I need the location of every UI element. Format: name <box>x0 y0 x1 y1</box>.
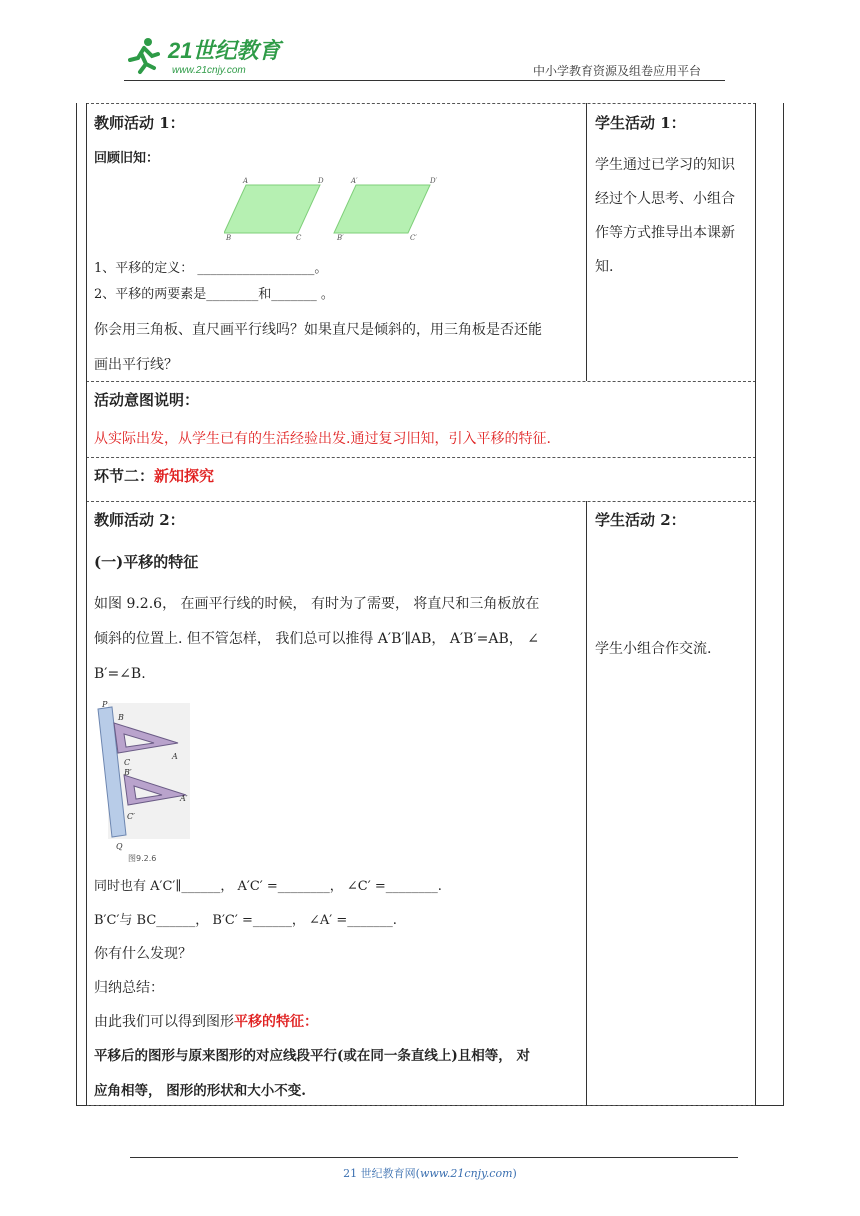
student-activity-1-line-3: 作等方式推导出本课新 <box>595 225 735 241</box>
label-b-prime: B′ <box>124 768 132 777</box>
label-b: B <box>226 234 232 241</box>
label-q: Q <box>116 842 123 851</box>
platform-name: 中小学教育资源及组卷应用平台 <box>533 64 702 78</box>
ruler-triangle-figure <box>94 699 194 863</box>
logo-text: 21世纪教育 <box>168 38 281 63</box>
footer-divider <box>130 1157 738 1158</box>
frame-right-border <box>783 103 784 1106</box>
table-left-border <box>86 103 87 1106</box>
question-translation-definition: 1、平移的定义： __________________。 <box>94 261 328 276</box>
table-top-border <box>86 103 756 104</box>
question-corresponding-1: 同时也有 A′C′∥______， A′C′ =________， ∠C′ =________. <box>94 879 442 894</box>
label-c: C <box>124 758 131 767</box>
feature-intro-text: 由此我们可以得到图形 <box>94 1014 234 1030</box>
section-2-name: 新知探究 <box>154 467 215 485</box>
header-divider <box>124 80 725 81</box>
paragraph-line-2: 倾斜的位置上. 但不管怎样， 我们总可以推得 A′B′∥AB， A′B′=AB， ∠ <box>94 631 539 647</box>
frame-left-border <box>76 103 77 1106</box>
label-c: C <box>296 234 302 241</box>
figure-caption: 图9.2.6 <box>128 854 157 863</box>
column-divider-2 <box>586 501 587 1106</box>
label-d: D <box>318 177 324 185</box>
question-parallel-line-2: 画出平行线？ <box>94 357 178 373</box>
section-2-prefix: 环节二： <box>94 467 155 485</box>
column-divider-1 <box>586 103 587 381</box>
student-activity-2-text: 学生小组合作交流. <box>595 641 712 657</box>
intent-title: 活动意图说明： <box>94 391 200 409</box>
footer <box>0 1165 860 1181</box>
paragraph-line-1: 如图 9.2.6， 在画平行线的时候， 有时为了需要， 将直尺和三角板放在 <box>94 596 540 612</box>
question-discovery: 你有什么发现？ <box>94 946 192 962</box>
row-divider-3 <box>86 501 756 502</box>
conclusion-line-2: 应角相等， 图形的形状和大小不变. <box>94 1083 306 1099</box>
row-divider-1 <box>86 381 756 382</box>
student-activity-1-line-1: 学生通过已学习的知识 <box>595 157 735 173</box>
teacher-activity-2-title: 教师活动 2： <box>94 511 185 529</box>
footer-url[interactable]: www.21cnjy.com <box>419 1167 513 1180</box>
label-c-prime: C′ <box>127 812 135 821</box>
lesson-table <box>86 103 756 1106</box>
runner-icon <box>130 38 158 72</box>
review-label: 回顾旧知： <box>94 151 160 166</box>
label-a-prime: A′ <box>180 794 188 803</box>
label-b-prime: B′ <box>337 234 344 241</box>
label-c-prime: C′ <box>410 234 417 241</box>
summary-label: 归纳总结： <box>94 980 164 996</box>
table-bottom-border <box>86 1105 756 1106</box>
question-parallel-line-1: 你会用三角板、直尺画平行线吗？如果直尺是倾斜的，用三角板是否还能 <box>94 322 542 338</box>
translation-feature-subtitle: (一)平移的特征 <box>94 553 199 571</box>
label-a: A <box>243 177 249 185</box>
logo-url: www.21cnjy.com <box>172 65 246 76</box>
footer-suffix: ) <box>512 1167 517 1180</box>
feature-intro-highlight: 平移的特征： <box>234 1014 318 1030</box>
label-d-prime: D′ <box>430 177 438 185</box>
question-translation-elements: 2、平移的两要素是________和_______ 。 <box>94 287 334 302</box>
footer-prefix: 21 世纪教育网( <box>343 1167 420 1180</box>
teacher-activity-1-title: 教师活动 1： <box>94 114 185 132</box>
parallelogram-figure <box>224 177 444 241</box>
feature-intro <box>94 1013 318 1031</box>
site-logo <box>124 34 294 78</box>
paragraph-line-3: B′=∠B. <box>94 666 146 682</box>
label-a: A <box>172 752 178 761</box>
parallelogram-abcd-prime <box>334 185 430 233</box>
question-corresponding-2: B′C′与 BC______， B′C′ =______， ∠A′ =_______. <box>94 913 397 928</box>
student-activity-1-title: 学生活动 1： <box>595 114 686 132</box>
conclusion-line-1: 平移后的图形与原来图形的对应线段平行(或在同一条直线上)且相等， 对 <box>94 1048 530 1064</box>
label-b: B <box>118 713 124 722</box>
student-activity-2-title: 学生活动 2： <box>595 511 686 529</box>
row-divider-2 <box>86 457 756 458</box>
parallelogram-abcd <box>224 185 320 233</box>
student-activity-1-line-4: 知. <box>595 259 614 275</box>
student-activity-1-line-2: 经过个人思考、小组合 <box>595 191 735 207</box>
table-right-border <box>755 103 756 1106</box>
section-2-heading <box>94 467 214 485</box>
intent-text: 从实际出发，从学生已有的生活经验出发.通过复习旧知，引入平移的特征. <box>94 431 551 447</box>
label-a-prime: A′ <box>351 177 358 185</box>
label-p: P <box>102 700 108 709</box>
